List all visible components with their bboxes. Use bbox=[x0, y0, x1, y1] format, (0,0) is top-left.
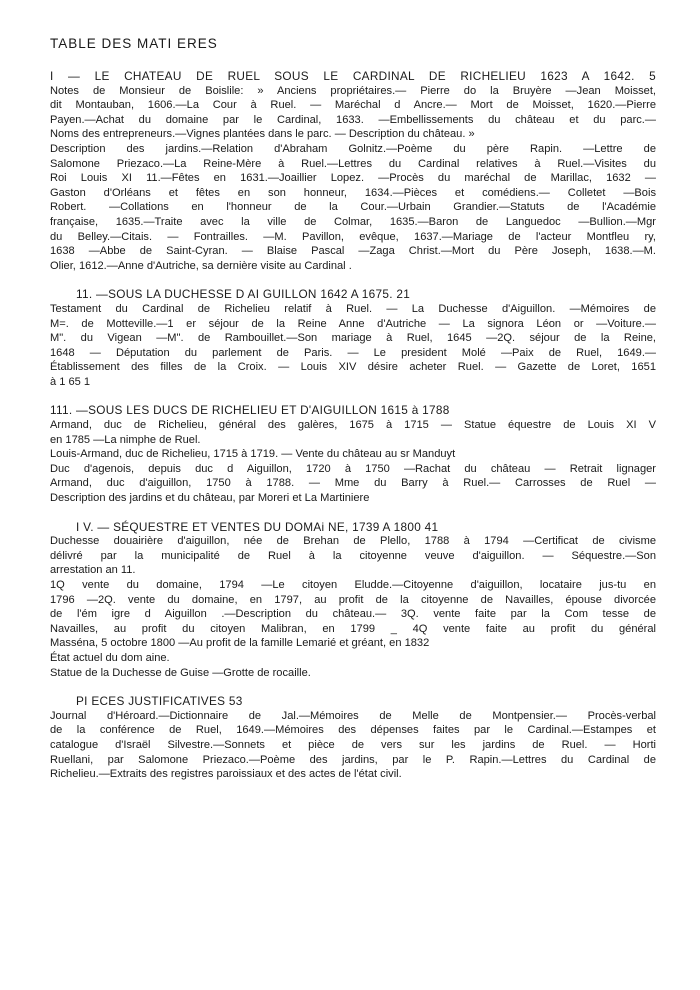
section-heading: I V. — SÉQUESTRE ET VENTES DU DOMAi NE, 1739 A 1800 41 bbox=[76, 519, 439, 534]
section-heading: 11. —SOUS LA DUCHESSE D AI GUILLON 1642 A 1675. 21 bbox=[76, 287, 411, 302]
text-line: Salomone Priezaco.—La Reine-Mère à Ruel.—Lettres du Cardinal relatives à Ruel.—Visites du bbox=[50, 157, 656, 170]
text-line: Description des jardins et du château, par Moreri et La Martiniere bbox=[50, 492, 370, 505]
text-line: de la conférence de Ruel, 1649.—Mémoires des dépenses faites par le Cardinal.—Estampes et bbox=[50, 724, 656, 737]
text-line: Gaston d'Orléans et fêtes en son honneur, 1634.—Pièces et comédiens.— Colletet —Bois bbox=[50, 186, 656, 199]
text-line: 1638 —Abbe de Saint-Cyran. — Blaise Pascal —Zaga Christ.—Mort du Père Joseph, 1638.—M. bbox=[50, 245, 656, 258]
text-line: 1Q vente du domaine, 1794 —Le citoyen Eludde.—Citoyenne d'aiguillon, locataire jus-tu en bbox=[50, 579, 656, 591]
table-of-contents-page bbox=[50, 36, 656, 796]
text-line: État actuel du dom aine. bbox=[50, 651, 170, 664]
section-3 bbox=[50, 403, 656, 505]
text-line: Robert. —Collations en l'honneur de la Cour.—Urbain Grandier.—Statuts de l'Académie bbox=[50, 201, 656, 214]
text-line: Masséna, 5 octobre 1800 —Au profit de la famille Lemarié et gréant, en 1832 bbox=[50, 637, 430, 650]
text-line: Ruellani, par Salomone Priezaco.—Poème des jardins, par le P. Rapin.—Lettres du Cardinal de bbox=[50, 753, 656, 766]
text-line: Noms des entrepreneurs.—Vignes plantées dans le parc. — Description du château. » bbox=[50, 128, 475, 141]
text-line: Payen.—Achat du domaine par le Cardinal, 1633. —Embellissements du château et du parc.— bbox=[50, 113, 656, 126]
text-line: Richelieu.—Extraits des registres paroissiaux et des actes de l'état civil. bbox=[50, 768, 402, 781]
text-line: Navailles, au profit du citoyen Malibran, en 1799 _ 4Q vente faite au profit du général bbox=[50, 622, 656, 635]
section-1 bbox=[50, 69, 656, 273]
text-line: M=. de Motteville.—1 er séjour de la Reine Anne d'Autriche — La signora Léon or —Voiture.— bbox=[50, 317, 656, 330]
text-line: en 1785 —La nimphe de Ruel. bbox=[50, 433, 201, 446]
text-line: Description des jardins.—Relation d'Abraham Golnitz.—Poème du père Rapin. —Lettre de bbox=[50, 142, 656, 155]
text-line: du Belley.—Citais. — Fontrailles. —M. Pavillon, evêque, 1637.—Mariage de l'acteur Montfleu ry, bbox=[50, 230, 656, 243]
text-line: française, 1635.—Traite avec la ville de Colmar, 1635.—Baron de Languedoc —Bullion.—Mgr bbox=[50, 215, 656, 228]
text-line: Louis-Armand, duc de Richelieu, 1715 à 1719. — Vente du château au sr Manduyt bbox=[50, 448, 456, 461]
text-line: 1648 — Députation du parlement de Paris. — Le president Molé —Paix de Ruel, 1649.— bbox=[50, 346, 656, 359]
text-line: Journal d'Héroard.—Dictionnaire de Jal.—Mémoires de Melle de Montpensier.— Procès-verbal bbox=[50, 709, 656, 722]
section-heading: I — LE CHATEAU DE RUEL SOUS LE CARDINAL DE RICHELIEU 1623 A 1642. 5 bbox=[50, 69, 656, 83]
text-line: Testament du Cardinal de Richelieu relatif à Ruel. — La Duchesse d'Aiguillon. —Mémoires de bbox=[50, 302, 656, 315]
section-2 bbox=[50, 287, 656, 389]
text-line: Roi Louis XI 11.—Fêtes en 1631.—Joaillier Lopez. —Procès du maréchal de Marillac, 1632 — bbox=[50, 172, 656, 185]
text-line: dit Montauban, 1606.—La Cour à Ruel. — Maréchal d Ancre.— Mort de Moisset, 1620.—Pierre bbox=[50, 99, 656, 112]
section-heading: PI ECES JUSTIFICATIVES 53 bbox=[76, 694, 243, 709]
section-pieces-justificatives bbox=[50, 694, 656, 782]
text-line: Notes de Monsieur de Boislile: » Anciens propriétaires.— Pierre do la Bruyère —Jean Moisset, bbox=[50, 84, 656, 97]
section-4 bbox=[50, 520, 656, 681]
text-line: M". du Vigean —M". de Rambouillet.—Son mariage à Ruel, 1645 —2Q. séjour de la Reine, bbox=[50, 332, 656, 345]
text-line: Armand, duc de Richelieu, général des galères, 1675 à 1715 — Statue équestre de Louis XI V bbox=[50, 419, 656, 432]
text-line: Armand, duc d'aiguillon, 1750 à 1788. — Mme du Barry à Ruel.— Carrosses de Ruel — bbox=[50, 477, 656, 490]
text-line: arrestation an 11. bbox=[50, 564, 136, 577]
text-line: à 1 65 1 bbox=[50, 375, 91, 388]
text-line: 1796 —2Q. vente du domaine, en 1797, au profit de la citoyenne de Navailles, épouse divorcée bbox=[50, 593, 656, 606]
text-line: Duchesse douairière d'aiguillon, née de Brehan de Plello, 1788 à 1794 —Certificat de civisme bbox=[50, 535, 656, 548]
section-heading: 111. —SOUS LES DUCS DE RICHELIEU ET D'AIGUILLON 1615 à 1788 bbox=[50, 403, 450, 418]
text-line: Duc d'agenois, depuis duc d Aiguillon, 1720 à 1750 —Rachat du château — Retrait lignager bbox=[50, 462, 656, 475]
page-title: TABLE DES MATI ERES bbox=[50, 36, 218, 51]
text-line: délivré par la municipalité de Ruel à la citoyenne veuve d'aiguillon. — Séquestre.—Son bbox=[50, 549, 656, 562]
text-line: Établissement des filles de la Croix. — Louis XIV désire acheter Ruel. — Gazette de Loret, 1651 bbox=[50, 361, 656, 374]
text-line: catalogue d'Israël Silvestre.—Sonnets et pièce de vers sur les jardins de Ruel. — Horti bbox=[50, 738, 656, 751]
text-line: de l'ém igre d Aiguillon .—Description du château.— 3Q. vente faite par la Com tesse de bbox=[50, 608, 656, 621]
text-line: Statue de la Duchesse de Guise —Grotte de rocaille. bbox=[50, 666, 311, 679]
text-line: Olier, 1612.—Anne d'Autriche, sa dernière visite au Cardinal . bbox=[50, 259, 352, 272]
